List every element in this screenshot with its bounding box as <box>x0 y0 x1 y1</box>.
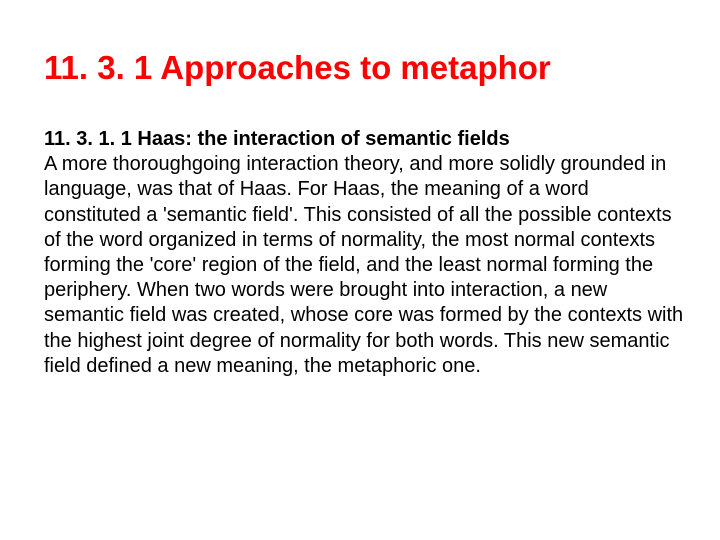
section-subheading: 11. 3. 1. 1 Haas: the interaction of semantic fields <box>44 128 510 150</box>
slide-body <box>44 127 684 379</box>
slide-title: 11. 3. 1 Approaches to metaphor <box>44 49 551 86</box>
body-paragraph: A more thoroughgoing interaction theory, and more solidly grounded in language, was that of Haas. For Haas, the meaning of a word constituted a 'semantic field'. This consisted of all the possible contexts of the word organized in terms of normality, the most normal contexts forming the 'core' region of the field, and the least normal forming the periphery. When two words were brought into interaction, a new semantic field was created, whose core was formed by the contexts with the highest joint degree of normality for both words. This new semantic field defined a new meaning, the metaphoric one. <box>44 153 684 377</box>
